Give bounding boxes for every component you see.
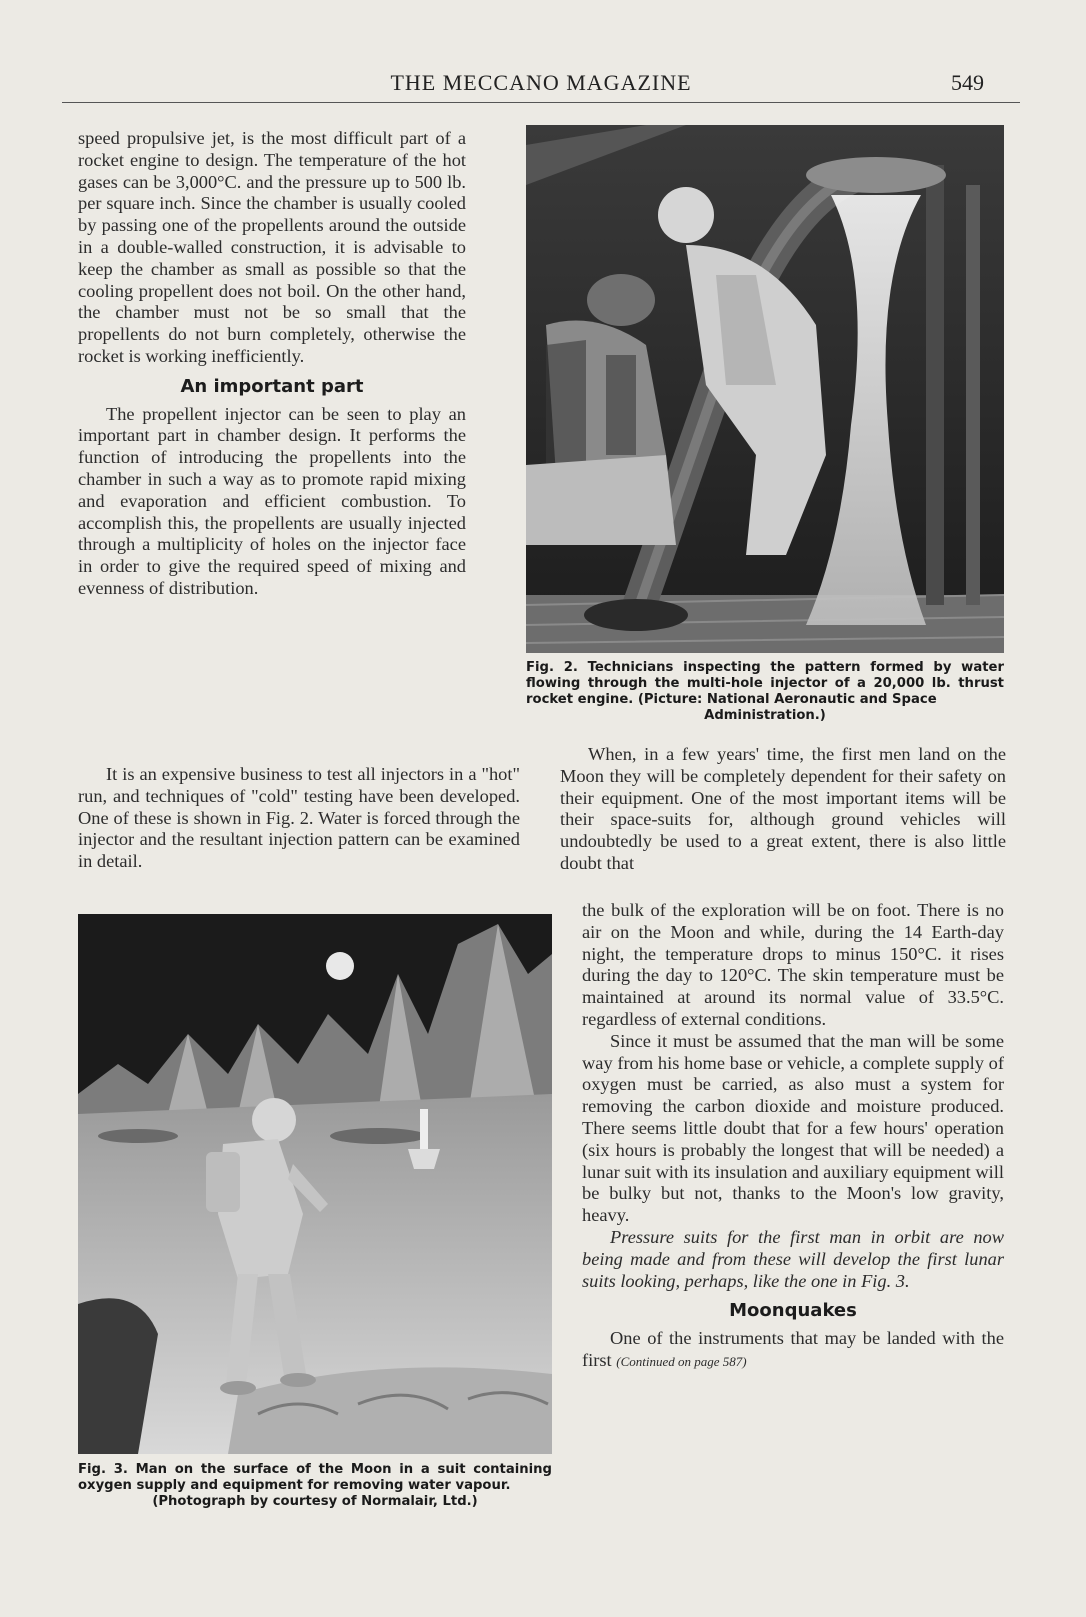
fig2-caption-text: Fig. 2. Technicians inspecting the pattern formed by water flowing through the multi-hole injector of a 20,000 lb. thrust rocket engine. (Picture: National Aeronautic and Space (526, 660, 1004, 707)
fig3-caption (78, 1462, 552, 1510)
page-header (62, 68, 1020, 103)
fig3-caption-text: Fig. 3. Man on the surface of the Moon in a suit containing oxygen supply and equipment for removing water vapour. (78, 1462, 552, 1493)
left-para-3: It is an expensive business to test all injectors in a "hot" run, and techniques of "cold" testing have been developed. One of these is shown in Fig. 2. Water is forced through the injector and the resultant injection pattern can be examined in detail. (78, 764, 520, 872)
right-para-4 (582, 1328, 1004, 1373)
left-para-1: speed propulsive jet, is the most difficult part of a rocket engine to design. The temperature of the hot gases can be 3,000°C. and the pressure up to 500 lb. per square inch. Since the chamber is usually cooled by passing one of the propellents around the outside in a double-walled construction, it is advisable to keep the chamber as small as possible so that the cooling propellent does not boil. On the other hand, the chamber must not be so small that the propellents do not burn completely, otherwise the rocket is working inefficiently. (78, 128, 466, 366)
page-number: 549 (951, 70, 984, 95)
fig3-illustration (78, 914, 552, 1454)
left-column (78, 128, 466, 600)
right-column (582, 900, 1004, 1373)
left-column-lower (78, 764, 520, 873)
right-para-3: Pressure suits for the first man in orbit are now being made and from these will develop the first lunar suits looking, perhaps, like the one in Fig. 3. (582, 1226, 1004, 1291)
right-column-upper (560, 744, 1006, 875)
right-para-2: Since it must be assumed that the man will be some way from his home base or vehicle, a complete supply of oxygen must be carried, as also must a system for removing the carbon dioxide and moisture produced. There seems little doubt that for a few hours' operation (six hours is probably the longest that will be needed) a lunar suit with its insulation and auxiliary equipment will be bulky but not, thanks to the Moon's low gravity, heavy. (582, 1030, 1004, 1226)
fig2-caption-end: Administration.) (704, 708, 826, 723)
left-para-2: The propellent injector can be seen to play an important part in chamber design. It performs the function of introducing the propellents into the chamber in such a way as to promote rapid mixing and evaporation and efficient combustion. To accomplish this, the propellents are usually injected through a multiplicity of holes on the injector face in order to give the required speed of mixing and evenness of distribution. (78, 403, 466, 598)
fig2-caption (526, 660, 1004, 724)
fig2-photo (526, 125, 1004, 653)
right-para-1-cont: the bulk of the exploration will be on foot. There is no air on the Moon and while, during the 14 Earth-day night, the temperature drops to minus 150°C. it rises during the day to 120°C. The skin temperature must be maintained at around its normal value of 33.5°C. regardless of external conditions. (582, 900, 1004, 1029)
right-para-4-text: One of the instruments that may be landed with the first (582, 1328, 1004, 1370)
continued-note: (Continued on page 587) (616, 1353, 747, 1369)
right-para-1: When, in a few years' time, the first men land on the Moon they will be completely dependent for their safety on their equipment. One of the most important items will be their space-suits for, although ground vehicles will undoubtedly be used to a great extent, there is also little doubt that (560, 744, 1006, 873)
fig3-caption-end: (Photograph by courtesy of Normalair, Ltd.) (152, 1494, 478, 1509)
magazine-title: THE MECCANO MAGAZINE (390, 70, 692, 95)
fig3-photo (78, 914, 552, 1454)
subheading-important-part: An important part (180, 375, 364, 397)
subheading-moonquakes: Moonquakes (729, 1300, 857, 1322)
fig2-illustration (526, 125, 1004, 653)
